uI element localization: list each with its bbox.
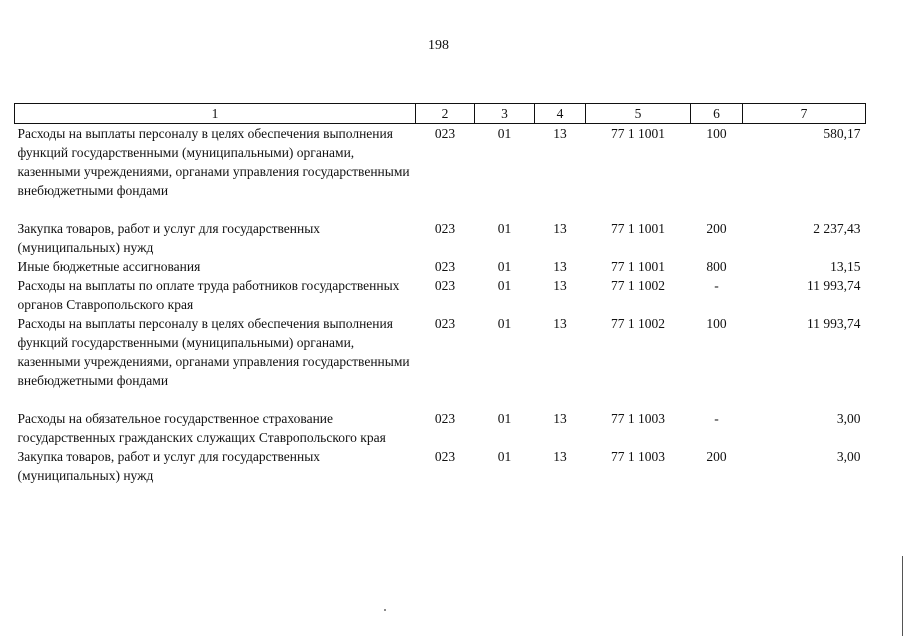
table-row xyxy=(15,257,866,276)
expense-type-cell: 200 xyxy=(706,449,727,464)
table-row xyxy=(15,447,866,485)
scan-speck xyxy=(384,609,386,611)
subsection-code-cell: 13 xyxy=(553,449,567,464)
amount-cell: 13,15 xyxy=(830,259,861,274)
table-row xyxy=(15,219,866,257)
subsection-code-cell: 13 xyxy=(553,221,567,236)
column-header-6: 6 xyxy=(691,104,743,124)
column-header-7: 7 xyxy=(743,104,866,124)
table-row xyxy=(15,124,866,220)
target-code-cell: 77 1 1001 xyxy=(611,221,665,236)
amount-cell: 3,00 xyxy=(836,449,861,464)
amount-cell: 11 993,74 xyxy=(807,316,861,331)
section-code-cell: 01 xyxy=(497,449,512,464)
section-code-cell: 01 xyxy=(497,278,512,293)
expense-name-cell: Расходы на выплаты персоналу в целях обеспечения выполнения функций государственными (муниципальными) органами, казенными учреждениями, органами управления государственными внебюджетными фондами xyxy=(17,316,410,388)
ministry-code-cell: 023 xyxy=(434,259,456,274)
table-header-row xyxy=(15,104,866,124)
subsection-code-cell: 13 xyxy=(553,278,567,293)
target-code-cell: 77 1 1001 xyxy=(611,259,665,274)
ministry-code-cell: 023 xyxy=(434,411,456,426)
ministry-code-cell: 023 xyxy=(434,449,456,464)
expense-name-cell: Расходы на обязательное государственное страхование государственных гражданских служащих Ставропольского края xyxy=(17,411,386,445)
expense-type-cell: 100 xyxy=(706,126,727,141)
section-code-cell: 01 xyxy=(497,221,512,236)
expense-type-cell: - xyxy=(714,278,719,293)
ministry-code-cell: 023 xyxy=(434,278,456,293)
ministry-code-cell: 023 xyxy=(434,316,456,331)
expense-name-cell: Закупка товаров, работ и услуг для государственных (муниципальных) нужд xyxy=(17,449,321,483)
target-code-cell: 77 1 1003 xyxy=(611,411,665,426)
scan-edge-line xyxy=(902,556,903,636)
table-row xyxy=(15,276,866,314)
expense-type-cell: 800 xyxy=(706,259,727,274)
subsection-code-cell: 13 xyxy=(553,126,567,141)
section-code-cell: 01 xyxy=(497,316,512,331)
column-header-3: 3 xyxy=(475,104,535,124)
expense-type-cell: 200 xyxy=(706,221,727,236)
subsection-code-cell: 13 xyxy=(553,259,567,274)
section-code-cell: 01 xyxy=(497,126,512,141)
subsection-code-cell: 13 xyxy=(553,316,567,331)
page-number: 198 xyxy=(428,38,449,53)
section-code-cell: 01 xyxy=(497,259,512,274)
table-row xyxy=(15,314,866,409)
amount-cell: 3,00 xyxy=(836,411,861,426)
column-header-5: 5 xyxy=(586,104,691,124)
table-row xyxy=(15,409,866,447)
target-code-cell: 77 1 1002 xyxy=(611,278,665,293)
section-code-cell: 01 xyxy=(497,411,512,426)
ministry-code-cell: 023 xyxy=(434,126,456,141)
target-code-cell: 77 1 1003 xyxy=(611,449,665,464)
column-header-4: 4 xyxy=(535,104,586,124)
column-header-2: 2 xyxy=(416,104,475,124)
expense-name-cell: Расходы на выплаты персоналу в целях обеспечения выполнения функций государственными (муниципальными) органами, казенными учреждениями, органами управления государственными внебюджетными фондами xyxy=(17,126,410,198)
expense-name-cell: Иные бюджетные ассигнования xyxy=(17,259,201,274)
expense-type-cell: - xyxy=(714,411,719,426)
expense-name-cell: Закупка товаров, работ и услуг для государственных (муниципальных) нужд xyxy=(17,221,321,255)
amount-cell: 580,17 xyxy=(823,126,861,141)
amount-cell: 11 993,74 xyxy=(807,278,861,293)
subsection-code-cell: 13 xyxy=(553,411,567,426)
expense-type-cell: 100 xyxy=(706,316,727,331)
target-code-cell: 77 1 1002 xyxy=(611,316,665,331)
budget-table xyxy=(14,103,866,485)
column-header-1: 1 xyxy=(15,104,416,124)
target-code-cell: 77 1 1001 xyxy=(611,126,665,141)
amount-cell: 2 237,43 xyxy=(813,221,861,236)
expense-name-cell: Расходы на выплаты по оплате труда работников государственных органов Ставропольского края xyxy=(17,278,400,312)
ministry-code-cell: 023 xyxy=(434,221,456,236)
